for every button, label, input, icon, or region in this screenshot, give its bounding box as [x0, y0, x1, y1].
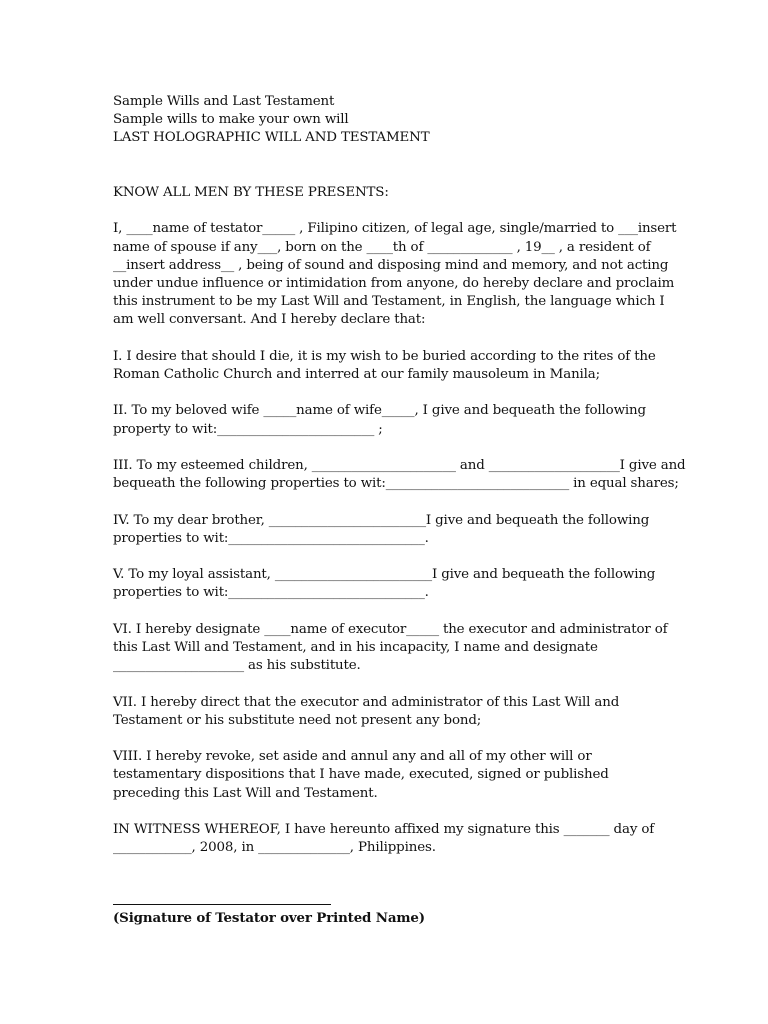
declaration-paragraph: [113, 220, 677, 329]
declaration-line: __insert address__ , being of sound and disposing mind and memory, and not acting: [113, 257, 669, 273]
clause-line: IV. To my dear brother, ________________________I give and bequeath the following: [113, 512, 650, 528]
clause-line: preceding this Last Will and Testament.: [113, 785, 378, 801]
clause-line: VIII. I hereby revoke, set aside and annul any and all of my other will or: [113, 749, 592, 765]
clause-iv: [113, 512, 673, 548]
clause-v: [113, 566, 673, 602]
signature-block: [113, 903, 673, 927]
clause-line: testamentary dispositions that I have made, executed, signed or published: [113, 767, 609, 783]
declaration-line: this instrument to be my Last Will and Testament, in English, the language which I: [113, 294, 665, 310]
clause-line: V. To my loyal assistant, ________________________I give and bequeath the following: [113, 567, 656, 583]
declaration-line: under undue influence or intimidation from anyone, do hereby declare and proclaim: [113, 275, 675, 291]
declaration-line: I, ____name of testator_____ , Filipino citizen, of legal age, single/married to ___insert: [113, 221, 677, 237]
declaration-line: name of spouse if any___, born on the ____th of _____________ , 19__ , a resident of: [113, 239, 651, 255]
signature-caption: (Signature of Testator over Printed Name): [113, 910, 425, 927]
witness-clause: [113, 821, 673, 857]
document-page: [113, 93, 686, 928]
clause-vi: [113, 621, 673, 676]
clause-line: property to wit:________________________ ;: [113, 421, 383, 437]
clause-ii: [113, 402, 673, 438]
clause-i: [113, 348, 673, 384]
clause-line: II. To my beloved wife _____name of wife_____, I give and bequeath the following: [113, 403, 646, 419]
clause-line: Testament or his substitute need not present any bond;: [113, 712, 482, 728]
clause-line: IN WITNESS WHEREOF, I have hereunto affixed my signature this _______ day of: [113, 821, 655, 837]
clause-line: ____________, 2008, in ______________, Philippines.: [113, 840, 436, 856]
clause-line: I. I desire that should I die, it is my wish to be buried according to the rites of the: [113, 348, 656, 364]
header-line-1: Sample Wills and Last Testament: [113, 94, 335, 109]
clause-line: properties to wit:______________________________.: [113, 530, 429, 546]
header-line-3: LAST HOLOGRAPHIC WILL AND TESTAMENT: [113, 130, 430, 146]
clause-line: Roman Catholic Church and interred at our family mausoleum in Manila;: [113, 366, 601, 382]
declaration-line: am well conversant. And I hereby declare that:: [113, 312, 426, 328]
clause-line: VI. I hereby designate ____name of executor_____ the executor and administrator of: [113, 621, 668, 637]
clause-vii: [113, 694, 673, 730]
clause-line: this Last Will and Testament, and in his incapacity, I name and designate: [113, 639, 598, 655]
header-line-2: Sample wills to make your own will: [113, 112, 349, 128]
clause-iii: [113, 457, 686, 493]
signature-line: [113, 903, 331, 905]
intro-heading: [113, 184, 673, 202]
clause-line: bequeath the following properties to wit:____________________________ in equal shares;: [113, 476, 679, 492]
clause-line: ____________________ as his substitute.: [113, 658, 361, 674]
clause-line: properties to wit:______________________________.: [113, 585, 429, 601]
clause-viii: [113, 748, 673, 803]
intro-text: KNOW ALL MEN BY THESE PRESENTS:: [113, 184, 389, 200]
clause-line: VII. I hereby direct that the executor and administrator of this Last Will and: [113, 694, 620, 710]
clause-line: III. To my esteemed children, ______________________ and ____________________I give and: [113, 457, 686, 473]
document-header: [113, 93, 673, 148]
